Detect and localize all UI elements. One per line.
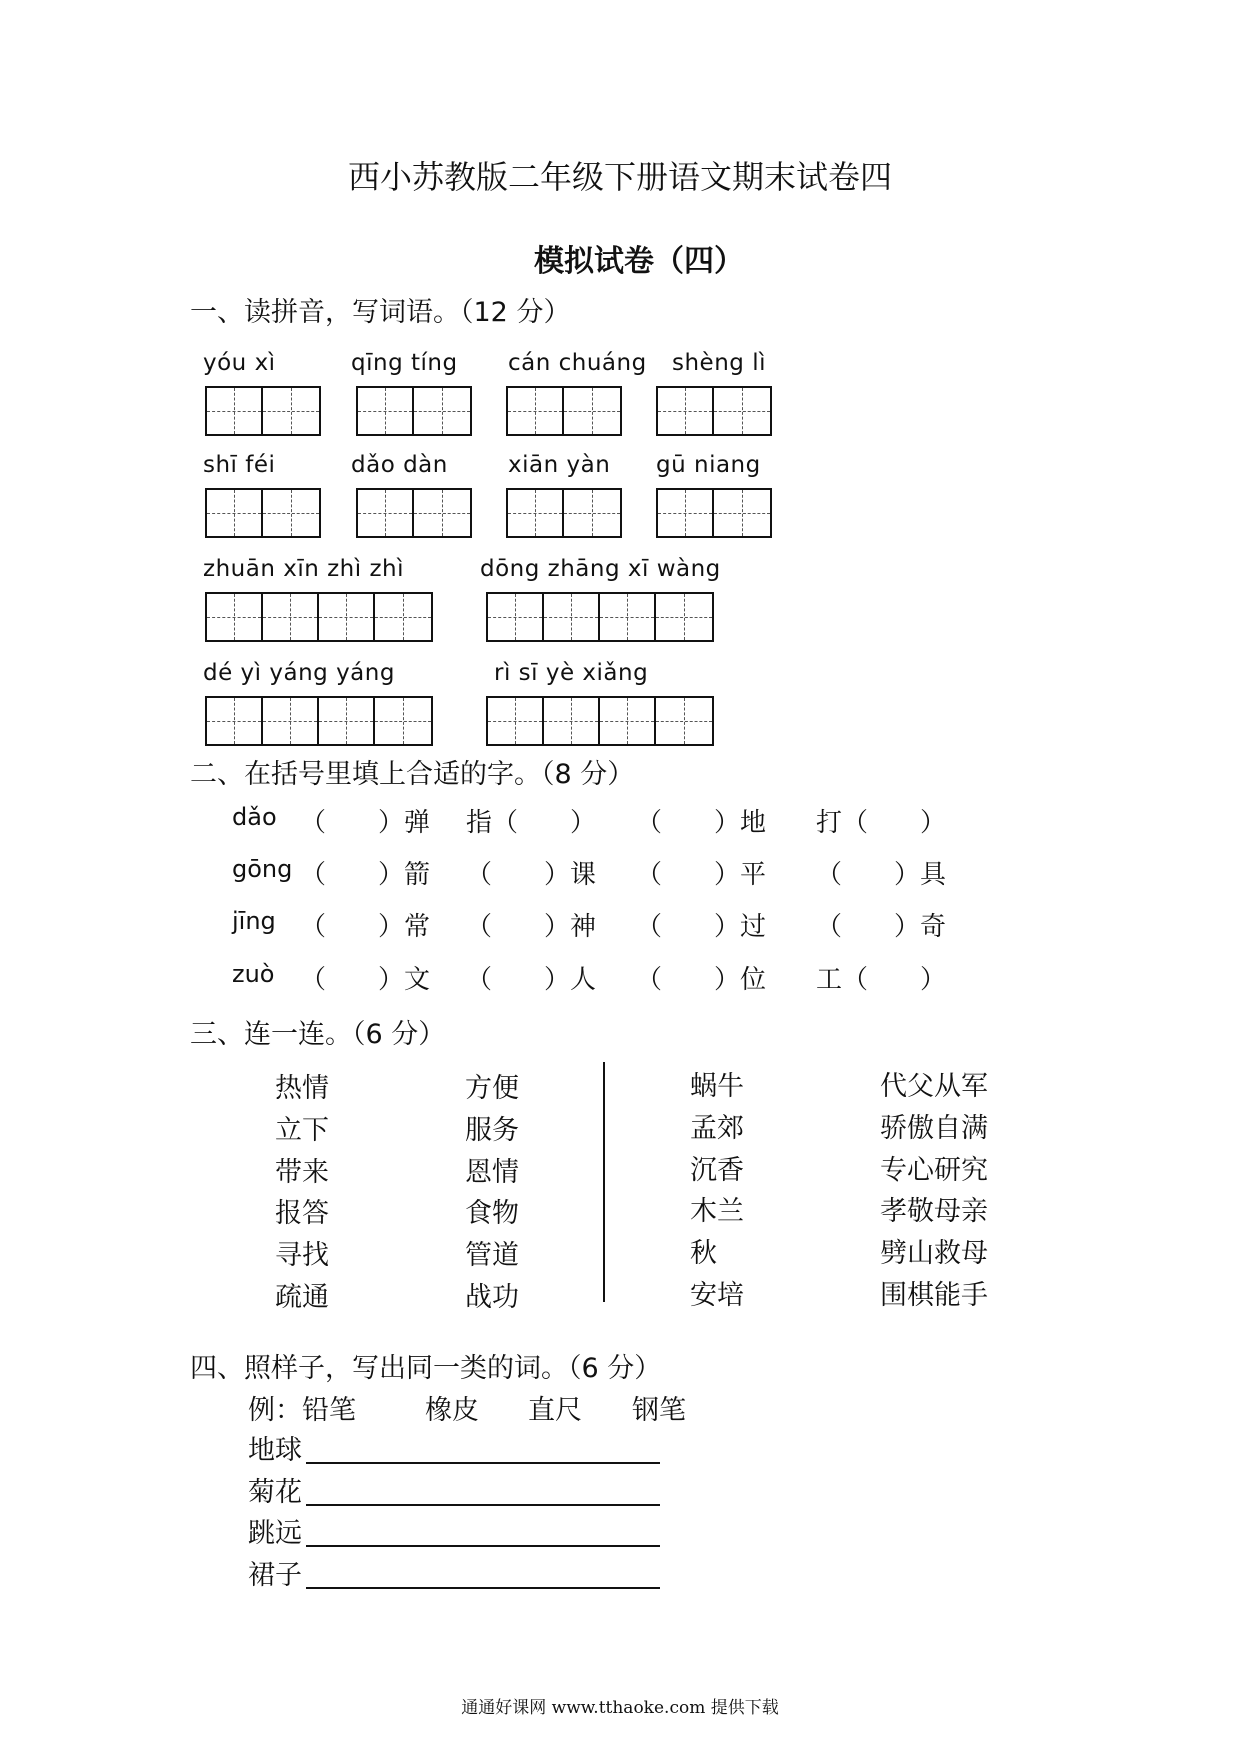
fill-blank-item[interactable]: 指（ ） [466, 808, 597, 838]
fill-blank-item[interactable]: （ ）神 [466, 912, 597, 942]
pinyin-label: gū niang [656, 452, 761, 478]
fill-blank-item[interactable]: 工（ ） [816, 965, 947, 995]
match-word-left[interactable]: 立下 [275, 1115, 329, 1146]
answer-line[interactable] [306, 1545, 660, 1547]
footer-note: 通通好课网 www.tthaoke.com 提供下载 [461, 1698, 779, 1718]
pinyin-prompt: jīng [232, 907, 276, 935]
example-word: 直尺 [528, 1395, 582, 1426]
prompt-word: 地球 [248, 1435, 302, 1466]
answer-line[interactable] [306, 1462, 660, 1464]
char-grid[interactable] [205, 696, 433, 746]
pinyin-label: shèng lì [672, 350, 766, 376]
match-phrase[interactable]: 劈山救母 [880, 1238, 988, 1269]
char-grid[interactable] [205, 488, 321, 538]
pinyin-label: qīng tíng [351, 350, 458, 376]
fill-blank-item[interactable]: （ ）具 [816, 860, 947, 890]
char-grid[interactable] [506, 488, 622, 538]
char-grid[interactable] [506, 386, 622, 436]
prompt-word: 菊花 [248, 1477, 302, 1508]
match-phrase[interactable]: 代父从军 [880, 1071, 988, 1102]
char-grid[interactable] [656, 386, 772, 436]
char-grid[interactable] [205, 386, 321, 436]
pinyin-label: dé yì yáng yáng [203, 660, 395, 686]
pinyin-prompt: dǎo [232, 803, 277, 831]
answer-line[interactable] [306, 1587, 660, 1589]
pinyin-label: zhuān xīn zhì zhì [203, 556, 404, 582]
fill-blank-item[interactable]: （ ）过 [636, 912, 767, 942]
pinyin-label: rì sī yè xiǎng [494, 660, 649, 686]
pinyin-label: yóu xì [203, 350, 276, 376]
pinyin-label: xiān yàn [508, 452, 611, 478]
match-name[interactable]: 沉香 [690, 1155, 744, 1186]
pinyin-prompt: gōng [232, 855, 293, 883]
match-name[interactable]: 木兰 [690, 1196, 744, 1227]
char-grid[interactable] [356, 386, 472, 436]
match-word-left[interactable]: 疏通 [275, 1282, 329, 1313]
match-phrase[interactable]: 围棋能手 [880, 1280, 988, 1311]
match-word-left[interactable]: 寻找 [275, 1240, 329, 1271]
fill-blank-item[interactable]: （ ）箭 [300, 860, 431, 890]
match-word-left[interactable]: 报答 [275, 1198, 329, 1229]
match-name[interactable]: 安培 [690, 1280, 744, 1311]
answer-line[interactable] [306, 1504, 660, 1506]
section3-heading: 三、连一连。（6 分） [190, 1019, 446, 1050]
char-grid[interactable] [486, 696, 714, 746]
page-title: 西小苏教版二年级下册语文期末试卷四 [347, 158, 892, 196]
char-grid[interactable] [356, 488, 472, 538]
fill-blank-item[interactable]: （ ）平 [636, 860, 767, 890]
match-phrase[interactable]: 专心研究 [880, 1155, 988, 1186]
pinyin-label: shī féi [203, 452, 276, 478]
match-word-right[interactable]: 方便 [465, 1073, 519, 1104]
prompt-word: 跳远 [248, 1518, 302, 1549]
fill-blank-item[interactable]: （ ）人 [466, 965, 597, 995]
match-word-right[interactable]: 恩情 [465, 1157, 519, 1188]
match-name[interactable]: 秋 [690, 1238, 717, 1269]
char-grid[interactable] [486, 592, 714, 642]
match-word-right[interactable]: 管道 [465, 1240, 519, 1271]
pinyin-label: cán chuáng [508, 350, 647, 376]
example-label: 例：铅笔 [248, 1395, 356, 1426]
char-grid[interactable] [656, 488, 772, 538]
fill-blank-item[interactable]: （ ）地 [636, 808, 767, 838]
match-word-right[interactable]: 战功 [465, 1282, 519, 1313]
prompt-word: 裙子 [248, 1560, 302, 1591]
match-name[interactable]: 蜗牛 [690, 1071, 744, 1102]
pinyin-prompt: zuò [232, 960, 275, 988]
match-word-left[interactable]: 热情 [275, 1073, 329, 1104]
match-name[interactable]: 孟郊 [690, 1113, 744, 1144]
column-divider [603, 1062, 605, 1302]
char-grid[interactable] [205, 592, 433, 642]
fill-blank-item[interactable]: （ ）位 [636, 965, 767, 995]
pinyin-label: dǎo dàn [351, 452, 448, 478]
fill-blank-item[interactable]: 打（ ） [816, 808, 947, 838]
match-word-right[interactable]: 服务 [465, 1115, 519, 1146]
fill-blank-item[interactable]: （ ）课 [466, 860, 597, 890]
fill-blank-item[interactable]: （ ）奇 [816, 912, 947, 942]
fill-blank-item[interactable]: （ ）文 [300, 965, 431, 995]
fill-blank-item[interactable]: （ ）弹 [300, 808, 431, 838]
match-word-right[interactable]: 食物 [465, 1198, 519, 1229]
match-phrase[interactable]: 孝敬母亲 [880, 1196, 988, 1227]
section4-heading: 四、照样子，写出同一类的词。（6 分） [190, 1353, 662, 1384]
example-word: 钢笔 [632, 1395, 686, 1426]
page-subtitle: 模拟试卷（四） [534, 244, 744, 279]
example-word: 橡皮 [425, 1395, 479, 1426]
match-word-left[interactable]: 带来 [275, 1157, 329, 1188]
fill-blank-item[interactable]: （ ）常 [300, 912, 431, 942]
pinyin-label: dōng zhāng xī wàng [480, 556, 721, 582]
section1-heading: 一、读拼音，写词语。（12 分） [190, 297, 571, 328]
section2-heading: 二、在括号里填上合适的字。（8 分） [190, 759, 635, 790]
match-phrase[interactable]: 骄傲自满 [880, 1113, 988, 1144]
